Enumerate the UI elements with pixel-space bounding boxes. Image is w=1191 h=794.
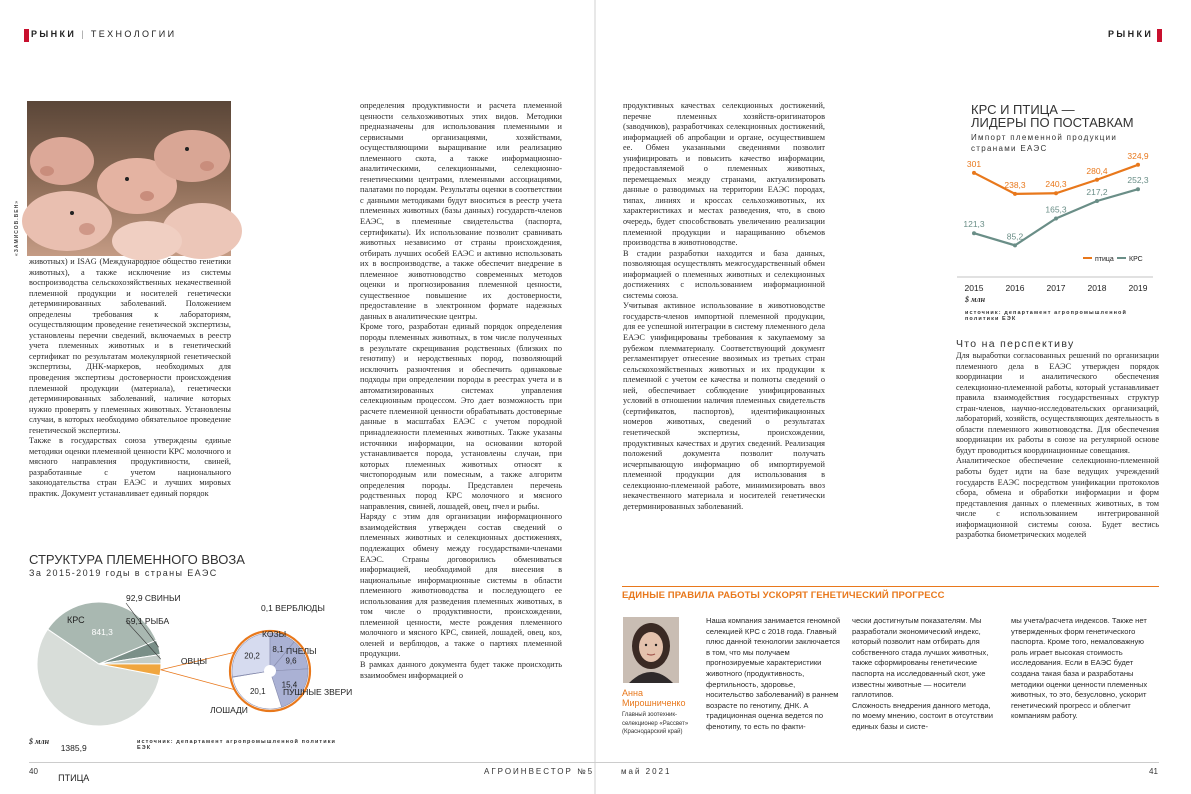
series-point-1 [1136, 163, 1140, 167]
data-label: 121,3 [963, 219, 985, 230]
pie-chart-source: источник: департамент агропромышленной политики ЕЭК [137, 739, 337, 751]
data-label: 280,4 [1086, 165, 1108, 176]
pie-chart-subtitle: За 2015-2019 годы в страны ЕАЭС [29, 568, 218, 578]
breakdown-connector-bottom [161, 670, 236, 690]
series-point-1 [1054, 191, 1058, 195]
header-left-accent [24, 29, 29, 42]
slice-name-poultry: ПТИЦА [58, 772, 90, 783]
data-label: 301 [966, 158, 982, 169]
line-chart-subtitle-line1: Импорт племенной продукции [971, 133, 1118, 142]
section-heading-perspective: Что на перспективу [956, 338, 1075, 350]
slice-label-fish: 59,1 РЫБА [126, 616, 170, 626]
breakdown-name-3: ПЧЕЛЫ [286, 646, 317, 656]
line-chart-unit: $ млн [965, 295, 986, 304]
data-label: 165,3 [1045, 204, 1067, 215]
x-tick-label: 2017 [1046, 283, 1066, 293]
series-point-1 [972, 171, 976, 175]
sidebar-text-col2: чески достигнутым показателям. Мы разработали экономический индекс, который позволит нам отбирать для собственного стада лучших животных, также сформированы генетические паспорта на исследованный скот, уже известны животные — носители гаплотипов. Сложность внедрения данного метода, по моему мнению, состоит в отсутствии единых базы и систе- [852, 616, 994, 731]
series-point-1 [1095, 178, 1099, 182]
breakdown-name-5: ЛОШАДИ [210, 705, 248, 715]
line-chart-card [955, 101, 1155, 331]
header-left-title: РЫНКИ [31, 29, 77, 39]
person-name-last: Мирошниченко [622, 698, 686, 708]
line-chart-title-line1: КРС И ПТИЦА — [971, 102, 1075, 117]
series-point-2 [1013, 243, 1017, 247]
photo-credit [14, 180, 24, 256]
slice-name-cattle: КРС [67, 615, 85, 625]
pie-chart-unit: $ млн [29, 737, 50, 746]
article-text-col2: определения продуктивности и расчета племенной ценности сельхозживотных этих видов. Методики предназначены для использования племенными и сервисными организациями, хозяйствами, осуществляющими выращивание или реализацию племенного скота, а также информационно-аналитическими, селекционными, селекционно-генетическими центрами, племенными ассоциациями, палатами по породам. Результаты оценки в соответствии с данными методиками будут вноситься в реестр учета племенных животных (базы данных) государств-членов ЕАЭС, в племенные свидетельства (паспорта, сертификаты). Их использование позволит сравнивать животных независимо от страны происхождения, отбирать лучших особей ЕАЭС и активно использовать их в воспроизводстве, а также обеспечит внедрение в племенное животноводство современных методов оценки и прогнозирования племенной ценности, существенное повышение их достоверности, предоставление в электронном формате надежных данных в аналитические центры. Кроме того, разработан единый порядок определения породы племенных животных, в том числе полученных в результате скрещивания родственных (близких по генотипу) и неродственных пород, позволяющий исключить разночтения и обеспечить одинаковые подходы при определении породы в реестрах учета и в автоматизированных системах управления селекционным процессом. Это дает возможность при расчете племенной ценности обрабатывать достоверные данные в масштабах ЕАЭС с учетом породной принадлежности племенных животных. Также указаны источники информации, на основании которой устанавливается порода, установлены случаи, при которых племенных животных относят к чистопородным или помесным, а также алгоритм определения породы. Представлен перечень родственных пород КРС молочного и мясного направления, свиней, лошадей, овец, пчел и рыбы. Наряду с этим для организации информационного взаимодействия утвержден состав сведений о племенных животных и селекционных достижениях, подлежащих обмену между государствами-членами ЕАЭС. Страны договорились обмениваться информацией, необходимой для внесения в национальные информационные системы в области племенного животноводства и последующего ее использования для разведения племенных животных, в том числе о продуктивности, происхождении, племенной ценности, месте рождения племенного молочного и мясного КРС, свиней, лошадей, овец, коз, оленей и верблюдов, а также о партиях племенной продукции. В рамках данного документа будет также происходить взаимообмен информацией о [360, 101, 562, 680]
data-label: 217,2 [1086, 186, 1108, 197]
breakdown-value-2: 8,1 [272, 644, 284, 654]
x-tick-label: 2015 [964, 283, 984, 293]
legend-label-poultry: птица [1095, 256, 1114, 263]
footer-rule [29, 762, 1159, 763]
piglets-photo-icon [27, 101, 231, 256]
issue-date: май 2021 [621, 767, 672, 776]
x-tick-label: 2018 [1087, 283, 1107, 293]
breakdown-center [264, 665, 276, 677]
sidebar-title: ЕДИНЫЕ ПРАВИЛА РАБОТЫ УСКОРЯТ ГЕНЕТИЧЕСКИЙ ПРОГРЕСС [622, 590, 945, 601]
person-role: Главный зоотехник- селекционер «Рассвет» (Краснодарский край) [622, 712, 689, 735]
pie-chart-title: СТРУКТУРА ПЛЕМЕННОГО ВВОЗА [29, 552, 245, 567]
breakdown-name-4: ПУШНЫЕ ЗВЕРИ [283, 687, 353, 697]
article-text-col1: животных) и ISAG (Международное общество генетики животных), а также исключение из системы воспроизводства сельскохозяйственных некачественной племенной продукции и носителей генетически детерминированных заболеваний. Положением определены требования к лабораториям, осуществляющим проведение генетической экспертизы, установлены перечни сведений, включаемых в реестр учета племенных животных и в генетический сертификат по результатам молекулярной генетической экспертизы, ДНК-маркеров, необходимых для проведения экспертизы достоверности происхождения племенной продукции (материала), генетически детерминированных заболеваний, наличие которых нужно проверять у племенных животных. Установлены случаи, в которых необходимо обязательное проведение генетической экспертизы. Также в государствах союза утверждены единые методики оценки племенной ценности КРС молочного и мясного направления продуктивности, свиней, разработанные с учетом национального законодательства стран ЕАЭС и лучших мировых практик. Документ устанавливает единый порядок [29, 257, 231, 499]
person-photo [623, 617, 679, 683]
page-spine [594, 0, 596, 794]
header-left-section: ТЕХНОЛОГИИ [90, 29, 177, 39]
line-chart-subtitle-line2: странами ЕАЭС [971, 144, 1048, 153]
running-header-right [1108, 29, 1153, 39]
person-name [622, 688, 685, 708]
x-tick-label: 2019 [1128, 283, 1148, 293]
breakdown-value-4: 15,4 [281, 680, 298, 690]
series-point-2 [1136, 187, 1140, 191]
sidebar-text-col3: мы учета/расчета индексов. Также нет утвержденных форм генетического паспорта. Кроме того, немаловажную роль играет высокая стоимость исследования. Если в ЕАЭС будет создана такая база и разработаны методики оценки ценности племенных животных, то это, безусловно, ускорит генетический прогресс и облегчит компаниям работу. [1011, 616, 1148, 721]
data-label: 238,3 [1004, 179, 1026, 190]
line-chart-title-line2: ЛИДЕРЫ ПО ПОСТАВКАМ [971, 115, 1134, 130]
photo-credit-text: «ЗАМИСОВ.ВЕН» [14, 200, 20, 256]
page-number-left: 40 [29, 767, 38, 776]
series-point-2 [1054, 216, 1058, 220]
slice-label-pigs: 92,9 СВИНЬИ [126, 593, 181, 603]
breakdown-label-camels: 0,1 ВЕРБЛЮДЫ [261, 603, 325, 613]
magazine-name: АГРОИНВЕСТОР №5 [484, 767, 595, 776]
breakdown-name-2: КОЗЫ [262, 629, 287, 639]
page-number-right: 41 [1149, 767, 1158, 776]
data-label: 252,3 [1127, 175, 1149, 186]
series-point-1 [1013, 192, 1017, 196]
breakdown-name-1: ОВЦЫ [180, 656, 207, 666]
sidebar-top-rule [622, 586, 1159, 587]
data-label: 240,3 [1045, 179, 1067, 190]
header-right-accent [1157, 29, 1162, 42]
person-name-first: Анна [622, 688, 643, 698]
article-text-col3: продуктивных качествах селекционных достижений, перечне племенных хозяйств-оригинаторов (заводчиков), разработчиках селекционных достижений, информацией об апробации и органе, осуществившем ее. Обмен указанными сведениями позволит унифицировать и повысить качество информации, предоставляемой о племенных животных, перемещаемых между странами, актуализировать данные о разводимых на территории ЕАЭС породах, типах, линиях и кроссах сельхозживотных, их характеристиках и местах разведения, что, в свою очередь, будет способствовать увеличению реализации племенной продукции и наращиванию объемов производства в животноводстве. В стадии разработки находится и база данных, позволяющая осуществлять межгосударственный обмен информацией о племенных животных и селекционных достижениях с использованием информационной системы союза. Учитывая активное использование в животноводстве государств-членов импортной племенной продукции, для ее успешной интеграции в систему племенного дела ЕАЭС унифицированы требования к закупаемому за рубежом племматериалу. Соответствующий документ регламентирует отнесение ввозимых из третьих стран сельскохозяйственных животных и их продукции к племенной с учетом ее качества и полноты сведений о ней, обеспечивает соблюдение унифицированных условий в отношении наличия племенных свидетельств (сертификатов, паспортов), идентификационных номеров животных, сведений о результатах генетической экспертизы, происхождении, продуктивных качествах и других сведений. Реализация положений документа позволит получать исчерпывающую информацию об импортируемой племенной продукции для использования в селекционно-племенной работе, минимизировать ввоз некачественного материала и носителей генетически детерминированных заболеваний. [623, 101, 825, 511]
data-label: 85,2 [1006, 231, 1024, 242]
slice-value-poultry: 1385,9 [60, 742, 87, 753]
piglets-photo [27, 101, 231, 256]
series-point-2 [972, 231, 976, 235]
breakdown-value-1: 20,2 [244, 651, 260, 661]
running-header-left: РЫНКИ | ТЕХНОЛОГИИ [31, 29, 177, 39]
line-chart-source: источник: департамент агропромышленной политики ЕЭК [965, 310, 1127, 322]
header-right-title: РЫНКИ [1108, 29, 1154, 39]
legend-label-cattle: КРС [1129, 256, 1143, 263]
x-tick-label: 2016 [1005, 283, 1025, 293]
series-point-2 [1095, 199, 1099, 203]
slice-value-cattle: 841,3 [91, 627, 113, 638]
data-label: 324,9 [1127, 150, 1149, 161]
breakdown-value-3: 9,6 [285, 656, 297, 666]
breakdown-value-5: 20,1 [249, 687, 266, 697]
article-text-col4: Для выработки согласованных решений по организации племенного дела в ЕАЭС утвержден порядок координации и аналитического обеспечения селекционно-племенной работы, который устанавливает правила взаимодействия государственных структур стран-членов, научно-исследовательских организаций, лабораторий, хозяйств, осуществляющих деятельность в области племенного животноводства. Для обеспечения координации их работы в союзе на регулярной основе будут проводиться координационные совещания. Аналитическое обеспечение селекционно-племенной работы будет идти на базе ведущих учреждений государств ЕАЭС посредством унификации протоколов сбора, обмена и обработки информации и форм представления данных о племенных животных, в том числе с использованием интегрированной информационной системы союза. Будет вестись разработка биометрических моделей [956, 351, 1159, 540]
sidebar-text-col1: Наша компания занимается геномной селекцией КРС с 2018 года. Главный плюс данной технологии заключается в том, что мы получаем прогнозируемые характеристики животного (продуктивность, фертильность, здоровье, носительство заболеваний) в раннем возрасте по генотипу, ДНК. А традиционная оценка ведется по фенотипу, то есть по факти- [706, 616, 841, 731]
person-portrait-icon [623, 617, 679, 683]
